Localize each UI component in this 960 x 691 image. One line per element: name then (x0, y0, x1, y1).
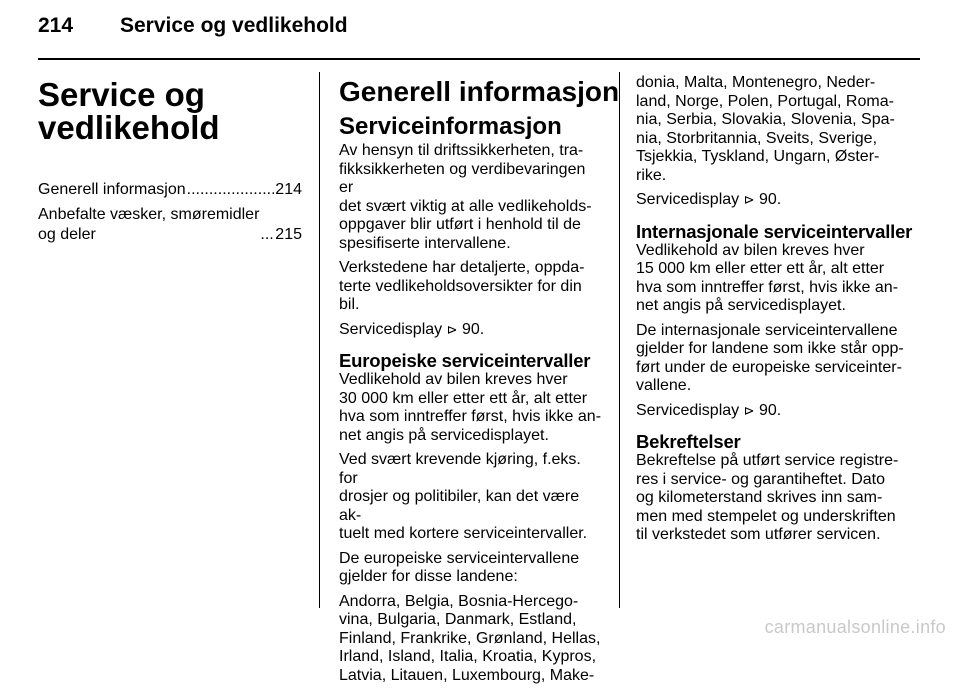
page-reference-arrow-icon: ⊳ (743, 402, 755, 418)
toc-page-number: 214 (275, 181, 302, 198)
page-reference-arrow-icon: ⊳ (446, 321, 458, 337)
reference-page: 90. (758, 191, 782, 208)
reference-text: Servicedisplay (636, 401, 740, 419)
subsection-heading-european-intervals: Europeiske serviceintervaller (339, 350, 591, 371)
cross-reference[interactable] (339, 321, 603, 340)
page-header (38, 14, 920, 48)
toc-leader-dots (187, 180, 275, 200)
table-of-contents (38, 180, 302, 245)
chapter-title-line2: vedlikehold (38, 109, 220, 146)
reference-text: Servicedisplay (339, 320, 443, 338)
page-number: 214 (38, 14, 74, 37)
section-heading-general-info: Generell informasjon (339, 76, 620, 107)
paragraph: De europeiske serviceintervallene gjelder for disse landene: (339, 549, 580, 585)
reference-text: Servicedisplay (636, 191, 740, 208)
toc-entry-general-info[interactable] (38, 180, 302, 200)
reference-page: 90. (758, 401, 782, 419)
paragraph: Vedlikehold av bilen kreves hver 30 000 km eller etter ett år, alt etter hva som inntreffer først, hvis ikke an- net angis på servicedisplayet. (339, 371, 602, 444)
paragraph-country-list: Andorra, Belgia, Bosnia-Hercego- vina, Bulgaria, Danmark, Estland, Finland, Frankrike, Grønland, Hellas, Irland, Island, Italia, Kroatia, Kypros, Latvia, Litauen, Luxembourg, Make- (339, 592, 601, 684)
subsection-heading-international-intervals: Internasjonale serviceintervaller (636, 220, 913, 242)
content-column-2 (339, 72, 620, 691)
reference-page: 90. (461, 320, 485, 338)
chapter-title-line1: Service og (38, 76, 205, 113)
toc-entry-fluids[interactable] (38, 205, 302, 245)
toc-label: Anbefalte væsker, smøremidler og deler (38, 206, 260, 243)
paragraph: De internasjonale serviceintervallene gjelder for landene som ikke står opp- ført under de europeiske serviceinter- vallene. (636, 321, 904, 394)
subsection-heading-confirmations: Bekreftelser (636, 431, 741, 452)
paragraph: Av hensyn til driftssikkerheten, tra- fikksikkerheten og verdibevaringen er det svært viktig at alle vedlikeholds- oppgaver blir utført i henhold til de spesifiserte intervallene. (339, 142, 592, 252)
toc-label: Generell informasjon (38, 181, 186, 198)
paragraph: Bekreftelse på utført service registre- res i service- og garantiheftet. Dato og kilometerstand skrives inn sam- men med stempelet og underskriften til verkstedet som utfører servicen. (636, 452, 899, 543)
running-title: Service og vedlikehold (120, 14, 348, 37)
paragraph: Vedlikehold av bilen kreves hver 15 000 km eller etter ett år, alt etter hva som inntreffer først, hvis ikke an- net angis på servicedisplayet. (636, 241, 899, 314)
column-divider-1 (319, 72, 320, 608)
watermark: carmanualsonline.info (764, 617, 946, 637)
cross-reference[interactable] (636, 402, 906, 421)
column-divider-2 (619, 72, 620, 608)
cross-reference[interactable] (636, 191, 906, 210)
toc-page-number: 215 (275, 226, 302, 243)
content-column-3 (636, 72, 913, 551)
subsection-heading-service-info: Serviceinformasjon (339, 113, 562, 140)
header-rule (38, 58, 920, 60)
paragraph: Verkstedene har detaljerte, oppda- terte vedlikeholdsoversikter for din bil. (339, 259, 585, 313)
paragraph-country-list-continued: donia, Malta, Montenegro, Neder- land, Norge, Polen, Portugal, Roma- nia, Serbia, Slovakia, Slovenia, Spa- nia, Storbritannia, Sveits, Sverige, Tsjekkia, Tyskland, Ungarn, Øster- rike. (636, 74, 895, 184)
chapter-title (38, 78, 302, 144)
chapter-column (38, 72, 302, 250)
page-reference-arrow-icon: ⊳ (743, 192, 755, 207)
toc-leader-dots (260, 225, 274, 245)
paragraph: Ved svært krevende kjøring, f.eks. for drosjer og politibiler, kan det være ak- tuelt med kortere serviceintervaller. (339, 451, 588, 542)
